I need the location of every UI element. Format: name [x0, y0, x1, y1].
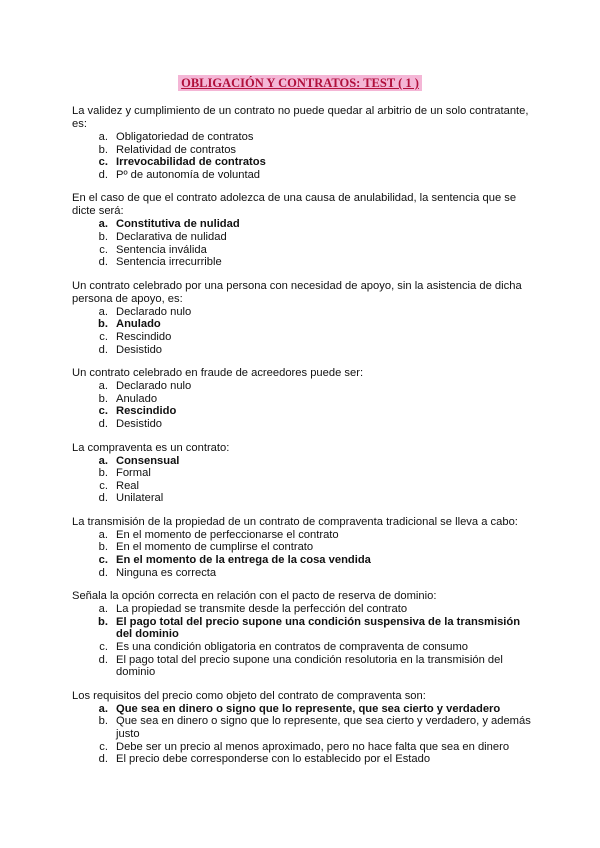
option-text: Que sea en dinero o signo que lo represente, que sea cierto y verdadero, y además justo [116, 715, 531, 740]
option [72, 654, 532, 679]
question-text: Un contrato celebrado por una persona con necesidad de apoyo, sin la asistencia de dicha persona de apoyo, es: [72, 279, 522, 305]
question [72, 192, 532, 268]
option [72, 331, 532, 344]
question-text: Los requisitos del precio como objeto del contrato de compraventa son: [72, 689, 426, 702]
options-list [72, 703, 532, 766]
option-text: Desistido [116, 343, 163, 356]
question [72, 516, 532, 579]
options-list [72, 380, 532, 430]
option-correct [72, 318, 532, 331]
option [72, 529, 532, 542]
option [72, 603, 532, 616]
option [72, 131, 532, 144]
option-text: Declarativa de nulidad [116, 230, 227, 243]
option-text: Relatividad de contratos [116, 143, 237, 156]
option-letter: a. [98, 603, 108, 616]
option-text: En el momento de cumplirse el contrato [116, 541, 314, 554]
options-list [72, 218, 532, 268]
question-text: Un contrato celebrado en fraude de acreedores puede ser: [72, 367, 364, 380]
option-text: Debe ser un precio al menos aproximado, pero no hace falta que sea en dinero [116, 740, 510, 753]
question-text: La validez y cumplimiento de un contrato no puede quedar al arbitrio de un solo contratante, es: [72, 105, 529, 130]
option [72, 467, 532, 480]
option-letter: c. [98, 554, 108, 567]
option [72, 231, 532, 244]
option-text: Irrevocabilidad de contratos [116, 156, 266, 169]
option [72, 567, 532, 580]
question [72, 367, 532, 430]
option-letter: a. [98, 380, 108, 393]
option-text: Consensual [116, 454, 180, 467]
option [72, 380, 532, 393]
option-letter: d. [98, 168, 108, 181]
option-letter: b. [98, 715, 108, 728]
question-text: La transmisión de la propiedad de un contrato de compraventa tradicional se lleva a cabo: [72, 515, 518, 528]
options-list [72, 306, 532, 356]
option-text: La propiedad se transmite desde la perfección del contrato [116, 603, 408, 616]
option-text: Pº de autonomía de voluntad [116, 168, 261, 181]
question [72, 590, 532, 679]
option-letter: d. [98, 417, 108, 430]
option-correct [72, 616, 532, 641]
option-letter: c. [99, 740, 108, 753]
question-text: La compraventa es un contrato: [72, 441, 230, 454]
option-text: Es una condición obligatoria en contratos de compraventa de consumo [116, 641, 469, 654]
option-text: Desistido [116, 417, 163, 430]
question-text: En el caso de que el contrato adolezca de una causa de anulabilidad, la sentencia que se dicte será: [72, 192, 517, 218]
option-letter: a. [98, 528, 108, 541]
option-correct [72, 455, 532, 468]
option-letter: b. [98, 143, 108, 156]
option [72, 741, 532, 754]
option-text: Declarado nulo [116, 305, 192, 318]
options-list [72, 455, 532, 505]
question-list [72, 105, 532, 777]
question [72, 690, 532, 766]
option [72, 244, 532, 257]
option [72, 306, 532, 319]
title-wrapper [0, 74, 600, 92]
option-text: El precio debe corresponderse con lo establecido por el Estado [116, 753, 431, 766]
option [72, 393, 532, 406]
option-text: En el momento de perfeccionarse el contrato [116, 528, 339, 541]
option [72, 480, 532, 493]
question [72, 280, 532, 356]
option-text: El pago total del precio supone una condición suspensiva de la transmisión del dominio [116, 615, 521, 641]
option-correct [72, 218, 532, 231]
option-letter: b. [98, 392, 108, 405]
option-letter: d. [98, 256, 108, 269]
option-letter: d. [98, 343, 108, 356]
option-letter: d. [98, 566, 108, 579]
option-letter: b. [98, 541, 108, 554]
option [72, 641, 532, 654]
option-correct [72, 405, 532, 418]
option-letter: c. [99, 641, 108, 654]
option-text: En el momento de la entrega de la cosa vendida [116, 554, 371, 567]
option [72, 541, 532, 554]
option-text: Anulado [116, 318, 161, 331]
option-text: El pago total del precio supone una condición resolutoria en la transmisión del dominio [116, 653, 503, 679]
option [72, 344, 532, 357]
option-text: Declarado nulo [116, 380, 192, 393]
options-list [72, 131, 532, 181]
option-correct [72, 554, 532, 567]
option [72, 256, 532, 269]
option-text: Sentencia irrecurrible [116, 256, 222, 269]
option-letter: b. [98, 615, 108, 628]
option-letter: a. [98, 702, 108, 715]
option-text: Unilateral [116, 492, 164, 505]
option [72, 492, 532, 505]
option-text: Constitutiva de nulidad [116, 218, 240, 231]
option-letter: b. [98, 230, 108, 243]
option-text: Rescindido [116, 330, 172, 343]
option-letter: c. [99, 243, 108, 256]
option-letter: c. [98, 405, 108, 418]
option-text: Real [116, 479, 140, 492]
option-letter: c. [99, 330, 108, 343]
option-letter: d. [98, 753, 108, 766]
page-title: OBLIGACIÓN Y CONTRATOS: TEST ( 1 ) [178, 75, 422, 91]
option [72, 144, 532, 157]
option-letter: b. [98, 467, 108, 480]
option-text: Obligatoriedad de contratos [116, 131, 254, 143]
option-correct [72, 703, 532, 716]
option-text: Rescindido [116, 405, 177, 418]
options-list [72, 603, 532, 679]
question [72, 105, 532, 181]
option-correct [72, 156, 532, 169]
option-letter: d. [98, 492, 108, 505]
option [72, 418, 532, 431]
option-letter: c. [98, 156, 108, 169]
option-letter: a. [98, 218, 108, 231]
option [72, 715, 532, 740]
option-letter: d. [98, 653, 108, 666]
option-letter: a. [98, 131, 108, 143]
option-letter: c. [99, 479, 108, 492]
question [72, 442, 532, 505]
option-letter: a. [98, 454, 108, 467]
option-text: Formal [116, 467, 151, 480]
option-letter: a. [98, 305, 108, 318]
option-text: Que sea en dinero o signo que lo represente, que sea cierto y verdadero [116, 702, 501, 715]
option [72, 753, 532, 766]
question-text: Señala la opción correcta en relación con el pacto de reserva de dominio: [72, 590, 437, 603]
options-list [72, 529, 532, 579]
option-letter: b. [98, 318, 108, 331]
option-text: Anulado [116, 392, 158, 405]
option-text: Ninguna es correcta [116, 566, 217, 579]
option-text: Sentencia inválida [116, 243, 207, 256]
option [72, 169, 532, 182]
